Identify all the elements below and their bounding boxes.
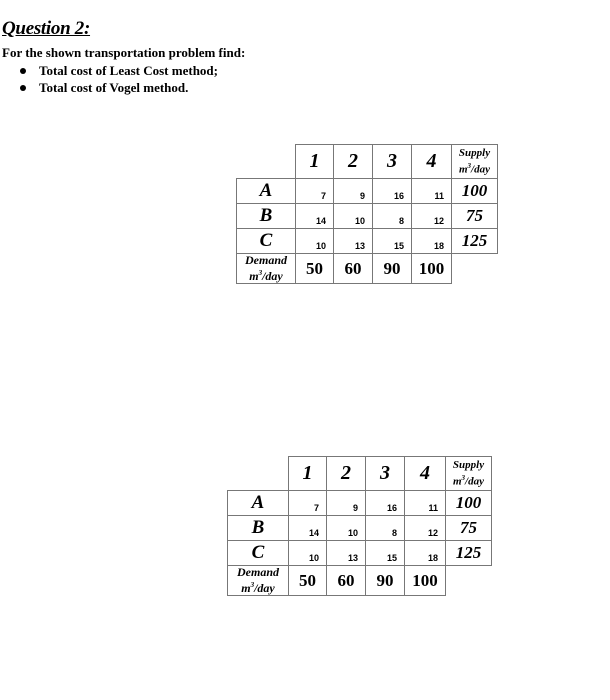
demand-value: 100: [405, 566, 446, 596]
cost-cell: 8: [366, 516, 405, 541]
column-header: 3: [366, 457, 405, 491]
cost-cell: 13: [334, 229, 373, 254]
cost-cell: 9: [334, 179, 373, 204]
column-header: 1: [296, 145, 334, 179]
column-header: 4: [412, 145, 452, 179]
column-header: 3: [373, 145, 412, 179]
cost-cell: 15: [373, 229, 412, 254]
cost-cell: 16: [366, 491, 405, 516]
cost-cell: 18: [405, 541, 446, 566]
cost-cell: 13: [327, 541, 366, 566]
supply-value: 75: [452, 204, 498, 229]
demand-value: 90: [366, 566, 405, 596]
demand-value: 50: [289, 566, 327, 596]
cost-cell: 9: [327, 491, 366, 516]
cost-cell: 12: [405, 516, 446, 541]
cost-cell: 10: [334, 204, 373, 229]
supply-value: 100: [446, 491, 492, 516]
row-header: B: [228, 516, 289, 541]
supply-value: 125: [446, 541, 492, 566]
cost-cell: 18: [412, 229, 452, 254]
cost-cell: 7: [289, 491, 327, 516]
question-title: Question 2:: [2, 18, 91, 39]
task-least-cost: Total cost of Least Cost method;: [20, 63, 218, 80]
cost-cell: 16: [373, 179, 412, 204]
cost-cell: 11: [405, 491, 446, 516]
task-list: [20, 63, 218, 97]
cost-cell: 11: [412, 179, 452, 204]
row-header: B: [237, 204, 296, 229]
supply-value: 100: [452, 179, 498, 204]
transportation-table-1: [236, 144, 498, 284]
supply-value: 125: [452, 229, 498, 254]
row-header: A: [228, 491, 289, 516]
demand-value: 50: [296, 254, 334, 284]
demand-value: 100: [412, 254, 452, 284]
cost-cell: 10: [289, 541, 327, 566]
row-header: A: [237, 179, 296, 204]
demand-value: 60: [327, 566, 366, 596]
corner-cell: [237, 145, 296, 179]
supply-header: Supply $m^3$/day: [446, 457, 492, 491]
column-header: 4: [405, 457, 446, 491]
transportation-table-2: [227, 456, 492, 596]
cost-cell: 14: [289, 516, 327, 541]
question-intro: For the shown transportation problem find:: [2, 45, 246, 60]
cost-cell: 15: [366, 541, 405, 566]
column-header: 2: [334, 145, 373, 179]
cost-cell: 14: [296, 204, 334, 229]
row-header: C: [228, 541, 289, 566]
supply-header: Supply $m^3$/day: [452, 145, 498, 179]
empty-cell: [446, 566, 492, 596]
column-header: 1: [289, 457, 327, 491]
cost-cell: 8: [373, 204, 412, 229]
demand-value: 90: [373, 254, 412, 284]
demand-value: 60: [334, 254, 373, 284]
column-header: 2: [327, 457, 366, 491]
cost-cell: 12: [412, 204, 452, 229]
task-vogel: Total cost of Vogel method.: [20, 80, 218, 97]
demand-header: Demand $m^3$/day: [237, 254, 296, 284]
cost-cell: 10: [327, 516, 366, 541]
row-header: C: [237, 229, 296, 254]
cost-cell: 7: [296, 179, 334, 204]
demand-header: Demand $m^3$/day: [228, 566, 289, 596]
supply-value: 75: [446, 516, 492, 541]
cost-cell: 10: [296, 229, 334, 254]
corner-cell: [228, 457, 289, 491]
empty-cell: [452, 254, 498, 284]
